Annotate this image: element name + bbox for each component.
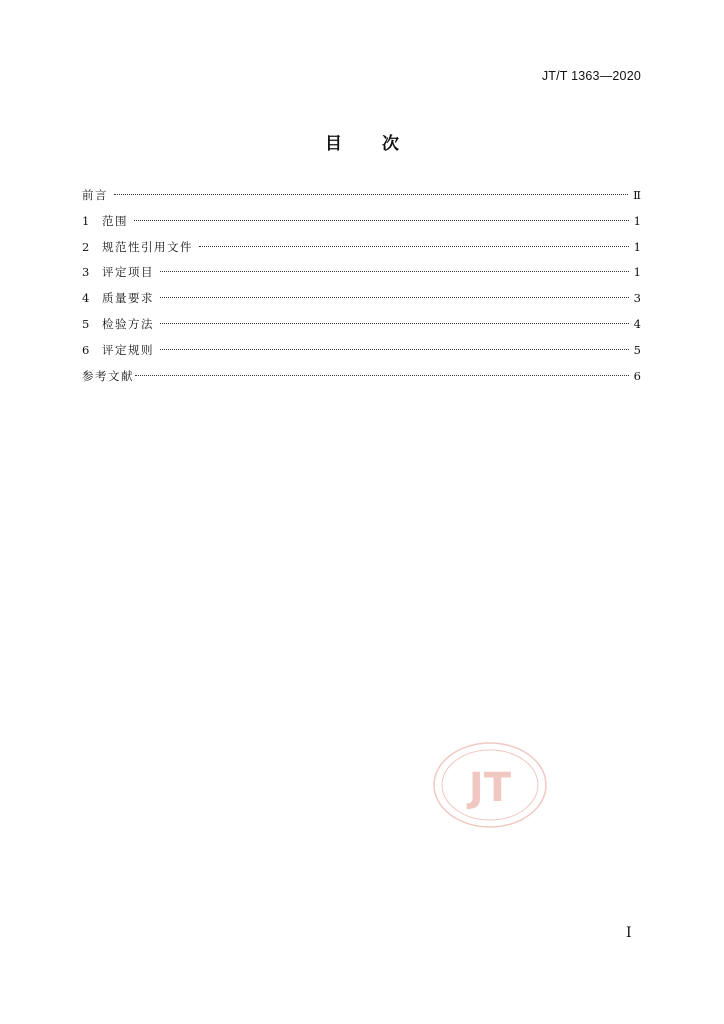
- toc-entry-page: 4: [633, 316, 641, 331]
- toc-leader-dots: [160, 297, 629, 298]
- jt-watermark-logo: [432, 741, 548, 829]
- toc-leader-dots: [134, 220, 629, 221]
- toc-entry-label: 规范性引用文件: [102, 239, 193, 254]
- toc-entry-page: 6: [633, 368, 641, 383]
- toc-entry-evaluation-rules[interactable]: [82, 341, 641, 367]
- page-number: I: [626, 925, 632, 941]
- toc-leader-dots: [199, 246, 629, 247]
- toc-leader-dots: [160, 323, 629, 324]
- toc-entry-page: 1: [633, 213, 641, 228]
- toc-entry-page: Ⅱ: [633, 188, 641, 202]
- toc-entry-number: 1: [82, 213, 90, 228]
- toc-entry-page: 3: [633, 291, 641, 306]
- toc-entry-label: 评定项目: [102, 265, 154, 280]
- toc-entry-label: 参考文献: [82, 368, 134, 383]
- toc-entry-label: 前言: [82, 188, 108, 202]
- toc-entry-normative-references[interactable]: [82, 238, 641, 264]
- toc-entry-number: 5: [82, 316, 90, 331]
- toc-entry-quality-requirements[interactable]: [82, 289, 641, 315]
- toc-entry-number: 4: [82, 291, 90, 306]
- toc-entry-number: 3: [82, 265, 90, 280]
- toc-entry-page: 1: [633, 265, 641, 280]
- toc-entry-foreword[interactable]: [82, 186, 641, 212]
- toc-leader-dots: [160, 349, 629, 350]
- toc-entry-scope[interactable]: [82, 212, 641, 238]
- toc-entry-label: 质量要求: [102, 291, 154, 306]
- toc-entry-number: 2: [82, 239, 90, 254]
- toc-entry-label: 范围: [102, 213, 128, 228]
- page-title: 目次: [325, 134, 439, 154]
- toc-entry-page: 1: [633, 239, 641, 254]
- toc-entry-page: 5: [633, 342, 641, 357]
- standard-number: JT/T 1363—2020: [541, 69, 641, 83]
- toc-entry-label: 检验方法: [102, 316, 154, 331]
- watermark-text: JT: [468, 765, 512, 811]
- toc-leader-dots: [114, 194, 628, 195]
- toc-entry-label: 评定规则: [102, 342, 154, 357]
- toc-leader-dots: [135, 375, 629, 376]
- toc-entry-bibliography[interactable]: [82, 367, 641, 393]
- toc-entry-inspection-methods[interactable]: [82, 315, 641, 341]
- toc-entry-number: 6: [82, 342, 90, 357]
- toc-entry-evaluation-items[interactable]: [82, 263, 641, 289]
- table-of-contents: [82, 186, 641, 392]
- toc-leader-dots: [160, 271, 629, 272]
